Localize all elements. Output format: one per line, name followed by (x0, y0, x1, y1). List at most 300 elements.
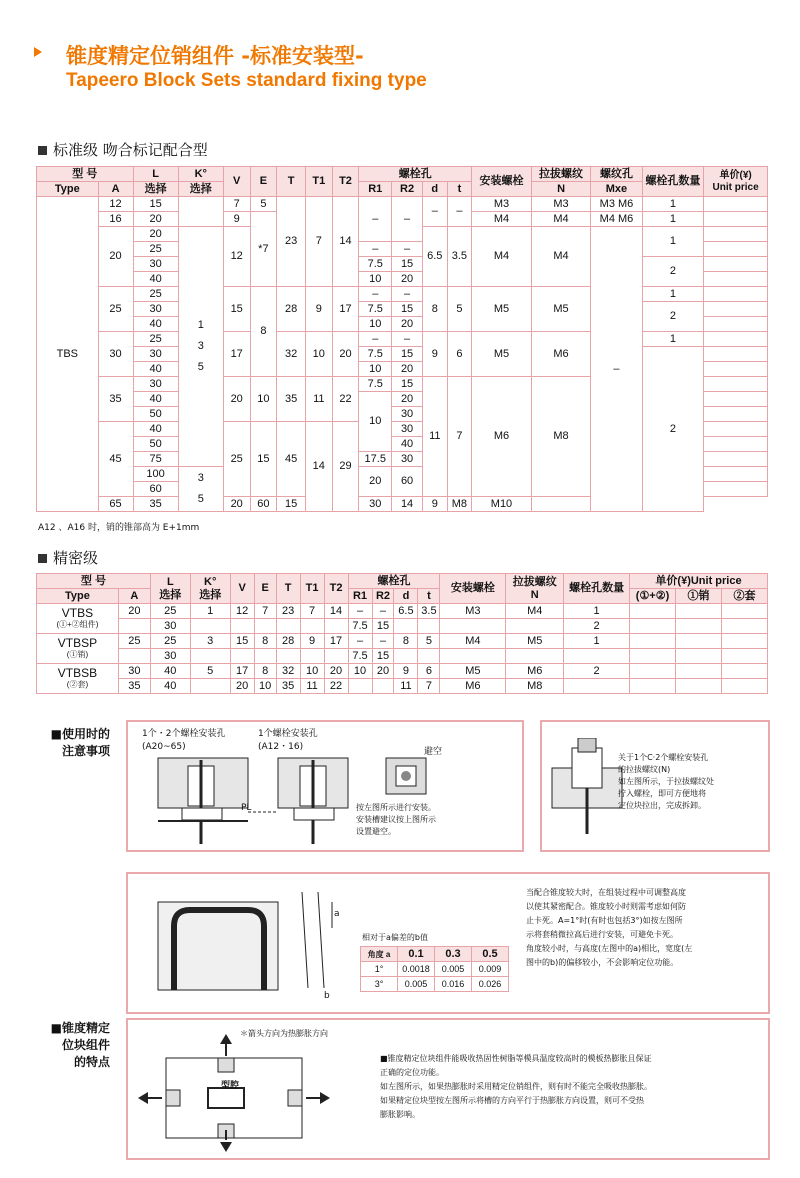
angle-col-1: 0.3 (435, 947, 472, 962)
spec-cell (133, 242, 178, 257)
spec-cell (394, 649, 418, 664)
spec-cell (190, 619, 230, 634)
spec-value: 7 (456, 430, 463, 442)
spec-cell: 20 (118, 604, 150, 619)
spec-cell (704, 257, 768, 272)
spec-value: 2 (669, 422, 676, 435)
spec-cell (422, 377, 447, 497)
spec-cell (98, 212, 133, 227)
spec-cell (359, 287, 392, 302)
spec-cell (642, 347, 704, 512)
spec-cell (472, 497, 532, 512)
spec-value: 5 (197, 493, 204, 505)
spec-value: 6 (456, 347, 463, 360)
spec-cell (324, 649, 348, 664)
spec-cell (300, 649, 324, 664)
spec-cell (348, 679, 372, 694)
spec-cell (133, 257, 178, 272)
spec-cell (223, 332, 250, 377)
spec-cell: 1 (564, 634, 630, 649)
spec-cell (392, 347, 423, 362)
spec-cell: 2 (564, 664, 630, 679)
price-cell (676, 619, 722, 634)
spec-value: 2 (669, 310, 676, 322)
spec-cell (359, 272, 392, 287)
angle-panel (126, 872, 770, 1014)
spec-cell (305, 197, 332, 287)
spec-cell: M8 (506, 679, 564, 694)
spec-cell (422, 332, 447, 377)
spec-value: 3 (197, 340, 204, 352)
spec-value: 9 (431, 497, 438, 510)
caption-one-bolt: 1个螺栓安装孔 (A12・16) (258, 729, 318, 752)
spec-cell (392, 302, 423, 317)
spec-cell: 8 (254, 634, 276, 649)
spec-value: 5 (197, 361, 204, 373)
spec-value: 15 (257, 452, 270, 465)
spec-cell: 7 (418, 679, 440, 694)
spec-cell (359, 452, 392, 467)
spec-cell (359, 497, 392, 512)
type-cell (37, 604, 119, 634)
spec-value: 1 (197, 319, 204, 331)
spec-value: 40 (149, 272, 162, 285)
spec-cell (704, 422, 768, 437)
spec-cell (359, 467, 392, 497)
spec-cell (250, 422, 277, 497)
spec-value: 15 (400, 347, 414, 360)
spec-cell (250, 377, 277, 422)
spec-cell (704, 437, 768, 452)
spec-cell (250, 197, 277, 212)
spec-cell (447, 287, 472, 332)
spec-cell: 8 (394, 634, 418, 649)
caption-two-bolt: 1个・2个螺栓安装孔 (A20~65) (142, 729, 226, 752)
spec-cell (300, 619, 324, 634)
spec-value: 22 (339, 392, 352, 405)
spec-value: 10 (369, 415, 382, 427)
page-subtitle: Tapeero Block Sets standard fixing type (66, 70, 427, 91)
spec-cell (250, 287, 277, 377)
spec-cell: – (372, 634, 394, 649)
col-header-t-small: t (418, 589, 440, 604)
type-name: VTBSB (57, 665, 98, 680)
spec-value: 15 (400, 302, 414, 315)
spec-cell: 20 (230, 679, 254, 694)
spec-cell (642, 302, 704, 332)
spec-value: 40 (149, 362, 162, 375)
spec-cell (223, 227, 250, 287)
spec-cell (531, 197, 591, 212)
spec-value: 17.5 (364, 452, 386, 465)
spec-value: M4 (553, 212, 569, 225)
spec-value: 14 (312, 460, 325, 472)
spec-value: 8 (260, 325, 267, 337)
type-name: VTBSP (57, 635, 98, 650)
spec-value: 1 (669, 235, 676, 247)
spec-cell (704, 197, 768, 212)
spec-cell (704, 452, 768, 467)
spec-value: M4 M6 (599, 212, 634, 225)
col-header-n: N (531, 182, 591, 197)
spec-cell (704, 227, 768, 242)
spec-cell (418, 619, 440, 634)
spec-value: 35 (149, 497, 162, 510)
angle-offset-diagram (288, 888, 348, 998)
spec-value: – (372, 332, 379, 345)
spec-cell (531, 287, 591, 332)
col-header-price-set: (①+②) (630, 589, 676, 604)
angle-table-title: 相对于a偏差的b值 (362, 933, 428, 942)
spec-cell (392, 272, 423, 287)
spec-value: M3 (553, 197, 569, 210)
spec-cell (392, 317, 423, 332)
spec-value: 65 (109, 497, 122, 510)
price-cell (676, 604, 722, 619)
spec-cell (223, 197, 250, 212)
spec-value: 25 (149, 332, 162, 345)
spec-cell: M4 (506, 604, 564, 619)
spec-cell: 14 (324, 604, 348, 619)
spec-value: 15 (284, 497, 298, 510)
spec-value: 50 (149, 407, 162, 420)
spec-value: 30 (369, 497, 382, 510)
col-header-qty: 螺栓孔数量 (642, 167, 704, 197)
spec-value: 29 (339, 460, 352, 472)
col-header-l: L 选择 (150, 574, 190, 604)
spec-cell (531, 227, 591, 287)
spec-cell (422, 287, 447, 332)
spec-cell (704, 242, 768, 257)
spec-cell (277, 377, 306, 422)
spec-cell (133, 482, 178, 497)
spec-cell: 11 (300, 679, 324, 694)
col-header-t1: T1 (300, 574, 324, 604)
col-header-l-select: 选择 (133, 182, 178, 197)
sleeve-cross-section-diagram (154, 896, 284, 996)
spec-value: 15 (149, 197, 162, 210)
spec-cell (277, 197, 306, 287)
spec-cell: 40 (150, 679, 190, 694)
spec-value: – (404, 287, 411, 300)
section-heading-precision: 精密级 (38, 547, 98, 568)
spec-value: 7.5 (367, 377, 383, 390)
spec-cell (276, 649, 300, 664)
spec-cell (392, 377, 423, 392)
spec-cell (704, 212, 768, 227)
type-cell (37, 634, 119, 664)
spec-value: 20 (149, 227, 162, 240)
spec-cell (372, 679, 394, 694)
spec-cell (133, 407, 178, 422)
square-bullet-icon (38, 554, 47, 563)
spec-value: 1 (669, 332, 676, 345)
price-cell (630, 664, 676, 679)
spec-value: 11 (313, 392, 325, 405)
angle-corner-header: 角度 a (361, 947, 398, 962)
spec-cell (392, 197, 423, 242)
spec-cell (418, 649, 440, 664)
spec-value: M5 (493, 302, 510, 315)
spec-value: 7.5 (367, 347, 383, 360)
spec-cell (422, 497, 447, 512)
spec-cell: 15 (230, 634, 254, 649)
spec-value: – (404, 242, 411, 255)
spec-cell (392, 287, 423, 302)
spec-cell: – (372, 604, 394, 619)
spec-cell (133, 302, 178, 317)
spec-value: 45 (284, 452, 298, 465)
spec-cell (642, 197, 704, 212)
spec-cell (133, 437, 178, 452)
spec-cell (359, 362, 392, 377)
col-header-qty: 螺栓孔数量 (564, 574, 630, 604)
spec-cell (133, 197, 178, 212)
spec-cell (704, 407, 768, 422)
spec-cell (422, 197, 447, 227)
col-header-d: d (422, 182, 447, 197)
spec-value: 50 (149, 437, 162, 450)
spec-value: 7 (233, 197, 240, 210)
price-cell (630, 679, 676, 694)
col-header-bolt-hole: 螺栓孔 (348, 574, 440, 589)
spec-cell (133, 377, 178, 392)
spec-cell: 9 (300, 634, 324, 649)
spec-cell (392, 332, 423, 347)
spec-cell (359, 377, 392, 392)
spec-value: M8 (553, 430, 569, 442)
angle-cell: 0.009 (472, 962, 509, 977)
spec-cell (223, 212, 250, 227)
spec-cell (440, 619, 506, 634)
spec-cell (472, 212, 532, 227)
col-header-bolt-hole: 螺栓孔 (359, 167, 472, 182)
parting-line-label: PL (241, 803, 252, 813)
spec-cell (447, 197, 472, 227)
cavity-label: 型腔 (220, 1081, 239, 1091)
spec-cell (276, 619, 300, 634)
col-header-t2: T2 (332, 167, 359, 197)
spec-value: 14 (400, 497, 414, 510)
spec-cell (223, 497, 250, 512)
col-header-k-select: 选择 (178, 182, 223, 197)
type-sub: (①销) (66, 649, 89, 659)
spec-cell (118, 649, 150, 664)
angle-col-0: 0.1 (398, 947, 435, 962)
spec-cell: 10 (254, 679, 276, 694)
standard-spec-table (36, 166, 768, 512)
spec-value: M4 (553, 250, 569, 262)
spec-value: 17 (339, 302, 352, 315)
spec-value: 12 (230, 250, 243, 262)
spec-value: 30 (400, 407, 414, 420)
spec-value: 10 (312, 347, 325, 360)
spec-value: 16 (109, 212, 122, 225)
spec-cell: 1 (190, 604, 230, 619)
spec-value: M6 (493, 430, 510, 442)
spec-cell: 5 (190, 664, 230, 679)
col-header-t: T (277, 167, 306, 197)
spec-cell (178, 227, 223, 467)
spec-cell (472, 287, 532, 332)
spec-cell (704, 362, 768, 377)
angle-cell: 0.005 (435, 962, 472, 977)
spec-value: 14 (339, 235, 352, 247)
col-header-pull-thread: 拉拔螺纹 (531, 167, 591, 182)
usage-panel-right (540, 720, 770, 852)
spec-cell (704, 317, 768, 332)
spec-cell (591, 227, 642, 512)
spec-cell: 10 (348, 664, 372, 679)
spec-cell (178, 467, 223, 512)
price-cell (721, 634, 767, 649)
col-header-e: E (250, 167, 277, 197)
spec-cell (642, 287, 704, 302)
spec-cell (332, 422, 359, 512)
spec-cell (704, 467, 768, 482)
spec-cell: 1 (564, 604, 630, 619)
col-header-price-pin: ①销 (676, 589, 722, 604)
spec-cell: 32 (276, 664, 300, 679)
spec-cell: 7.5 (348, 619, 372, 634)
price-cell (721, 649, 767, 664)
spec-value: 1 (669, 197, 676, 210)
spec-cell: – (348, 604, 372, 619)
angle-cell: 0.016 (435, 977, 472, 992)
angle-row-label: 3° (361, 977, 398, 992)
spec-value: 17 (230, 347, 243, 360)
spec-value: 10 (369, 272, 382, 285)
spec-value: 20 (369, 475, 382, 487)
col-header-v: V (223, 167, 250, 197)
col-header-d: d (394, 589, 418, 604)
spec-cell: 6 (418, 664, 440, 679)
spec-value: 7 (315, 235, 322, 247)
spec-cell: 8 (254, 664, 276, 679)
spec-cell (133, 347, 178, 362)
type-name: VTBS (61, 605, 94, 620)
spec-cell (98, 497, 133, 512)
feature-panel (126, 1018, 770, 1160)
spec-cell (392, 257, 423, 272)
spec-value: 25 (149, 287, 162, 300)
install-cross-section-diagram (148, 756, 388, 846)
spec-value: 1 (669, 287, 676, 300)
spec-cell (230, 649, 254, 664)
spec-value: 10 (369, 362, 382, 375)
col-header-price: 单价(¥)Unit price (630, 574, 768, 589)
spec-cell: – (348, 634, 372, 649)
spec-cell (254, 649, 276, 664)
spec-value: 20 (400, 392, 414, 405)
spec-value: 35 (109, 392, 122, 405)
spec-cell: M5 (506, 634, 564, 649)
spec-cell (98, 287, 133, 332)
price-cell (676, 634, 722, 649)
spec-value: 30 (149, 347, 162, 360)
spec-cell (133, 212, 178, 227)
spec-cell: 28 (276, 634, 300, 649)
spec-cell (332, 197, 359, 287)
spec-cell (392, 452, 423, 467)
spec-cell (359, 332, 392, 347)
angle-cell: 0.026 (472, 977, 509, 992)
spec-value: *7 (258, 242, 269, 255)
section-heading-standard: 标准级 吻合标记配合型 (38, 139, 208, 160)
spec-cell (422, 227, 447, 287)
spec-cell (642, 332, 704, 347)
spec-cell: 5 (418, 634, 440, 649)
angle-explanation: 当配合锥度较大时，在组装过程中可调整高度 以使其紧密配合。锥度较小时则需考虑如何防 止卡死。A=1°时(有时也包括3°)如按左图所 示将套稍微拉高后进行安装，可避免卡死。 角度较小时，与高度(左图中的a)相比，宽度(左 图中的b)的偏移较小，不会影响定位功能。 (526, 888, 693, 967)
spec-cell: 6.5 (394, 604, 418, 619)
spec-value: 9 (233, 212, 240, 225)
spec-cell (133, 392, 178, 407)
spec-cell (190, 649, 230, 664)
spec-cell (133, 227, 178, 242)
price-cell (676, 679, 722, 694)
spec-cell: M3 (440, 604, 506, 619)
spec-cell (359, 197, 392, 242)
spec-value: 10 (257, 392, 270, 405)
spec-value: 20 (400, 362, 414, 375)
spec-value: 8 (431, 302, 438, 315)
spec-cell (332, 377, 359, 422)
spec-cell: 35 (276, 679, 300, 694)
spec-cell (223, 287, 250, 332)
spec-cell: 40 (150, 664, 190, 679)
spec-cell (254, 619, 276, 634)
spec-cell (472, 332, 532, 377)
angle-cell: 0.005 (398, 977, 435, 992)
spec-value: M5 (553, 302, 569, 315)
spec-cell (359, 347, 392, 362)
spec-cell (133, 362, 178, 377)
install-note: 按左图所示进行安装。 安装槽建议按上图所示 设置避空。 (356, 803, 436, 836)
col-header-t2: T2 (324, 574, 348, 604)
spec-cell (642, 227, 704, 257)
col-header-install-bolt: 安装螺栓 (472, 167, 532, 197)
spec-value: 23 (284, 235, 298, 247)
feature-description: ■锥度精定位块组件能吸收热固性树脂等模具温度较高时的模板热膨胀且保证 正确的定位功能。 如左图所示，如果热膨胀时采用精定位销组件，则有时不能完全吸收热膨胀。 如果精定位块型按左图所示将槽的方向平行于热膨胀方向设置，则可不受热 膨胀影响。 (380, 1054, 652, 1119)
col-header-t: T (276, 574, 300, 604)
spec-cell (472, 377, 532, 497)
spec-cell (133, 422, 178, 437)
spec-cell (447, 227, 472, 287)
price-cell (630, 649, 676, 664)
spec-value: 32 (284, 347, 298, 360)
price-cell (630, 619, 676, 634)
spec-cell (133, 332, 178, 347)
spec-cell: 7 (254, 604, 276, 619)
spec-value: 20 (400, 272, 414, 285)
spec-cell (277, 332, 306, 377)
col-header-r2: R2 (392, 182, 423, 197)
spec-cell (704, 482, 768, 497)
spec-cell (531, 497, 591, 512)
spec-value: 60 (400, 475, 414, 487)
col-header-r1: R1 (348, 589, 372, 604)
spec-cell (277, 497, 306, 512)
spec-cell (704, 347, 768, 362)
spec-cell: M6 (440, 679, 506, 694)
spec-cell: 25 (150, 634, 190, 649)
spec-cell (223, 377, 250, 422)
spec-cell (305, 332, 332, 377)
spec-cell (133, 287, 178, 302)
spec-cell (190, 679, 230, 694)
feature-heading: ■锥度精定 位块组件 的特点 (50, 1021, 110, 1069)
spec-cell (133, 497, 178, 512)
